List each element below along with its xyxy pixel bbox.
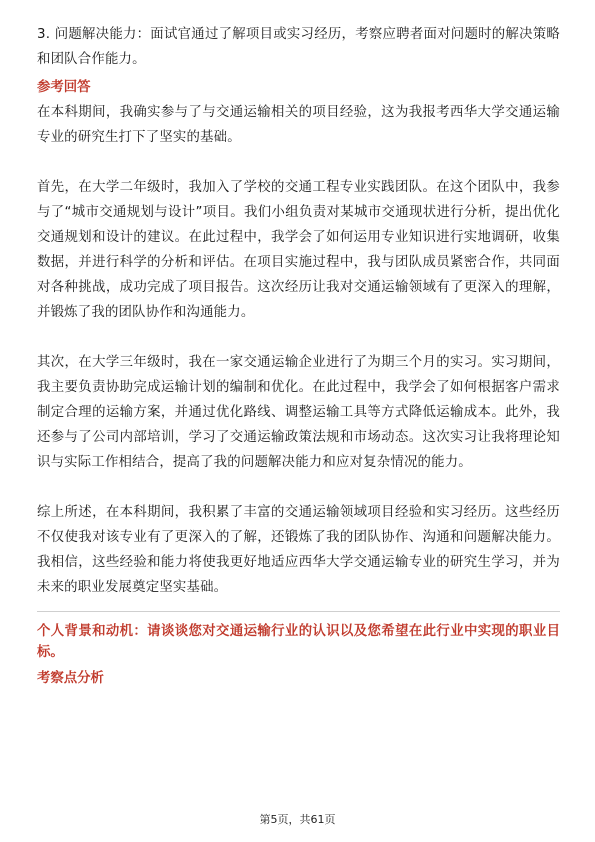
section-divider [37,611,560,612]
answer-paragraph-3: 其次，在大学三年级时，我在一家交通运输企业进行了为期三个月的实习。实习期间，我主要负责协助完成运输计划的编制和优化。在此过程中，我学会了如何根据客户需求制定合理的运输方案，并通过优化路线、调整运输工具等方式降低运输成本。此外，我还参与了公司内部培训，学习了交通运输政策法规和市场动态。这次实习让我将理论知识与实际工作相结合，提高了我的问题解决能力和应对复杂情况的能力。 [37,355,560,470]
next-question-heading: 个人背景和动机：请谈谈您对交通运输行业的认识以及您希望在此行业中实现的职业目标。 [37,624,560,660]
answer-paragraph-2: 首先，在大学二年级时，我加入了学校的交通工程专业实践团队。在这个团队中，我参与了“城市交通规划与设计”项目。我们小组负责对某城市交通现状进行分析，提出优化交通规划和设计的建议。在此过程中，我学会了如何运用专业知识进行实地调研，收集数据，并进行科学的分析和评估。在项目实施过程中，我与团队成员紧密合作，共同面对各种挑战，成功完成了项目报告。这次经历让我对交通运输领域有了更深入的理解，并锻炼了我的团队协作和沟通能力。 [37,180,560,320]
question-3-text: 3. 问题解决能力：面试官通过了解项目或实习经历，考察应聘者面对问题时的解决策略和团队合作能力。 [37,27,560,67]
answer-paragraph-1: 在本科期间，我确实参与了与交通运输相关的项目经验，这为我报考西华大学交通运输专业的研究生打下了坚实的基础。 [37,105,560,145]
paragraph-gap [37,475,560,500]
answer-heading: 参考回答 [37,80,91,95]
paragraph-gap [37,325,560,350]
page-footer: 第5页，共61页 [259,813,336,826]
document-page [37,22,560,691]
analysis-heading: 考察点分析 [37,671,104,686]
answer-paragraph-4: 综上所述，在本科期间，我积累了丰富的交通运输领域项目经验和实习经历。这些经历不仅使我对该专业有了更深入的了解，还锻炼了我的团队协作、沟通和问题解决能力。我相信，这些经验和能力将使我更好地适应西华大学交通运输专业的研究生学习，并为未来的职业发展奠定坚实基础。 [37,505,560,595]
paragraph-gap [37,150,560,175]
